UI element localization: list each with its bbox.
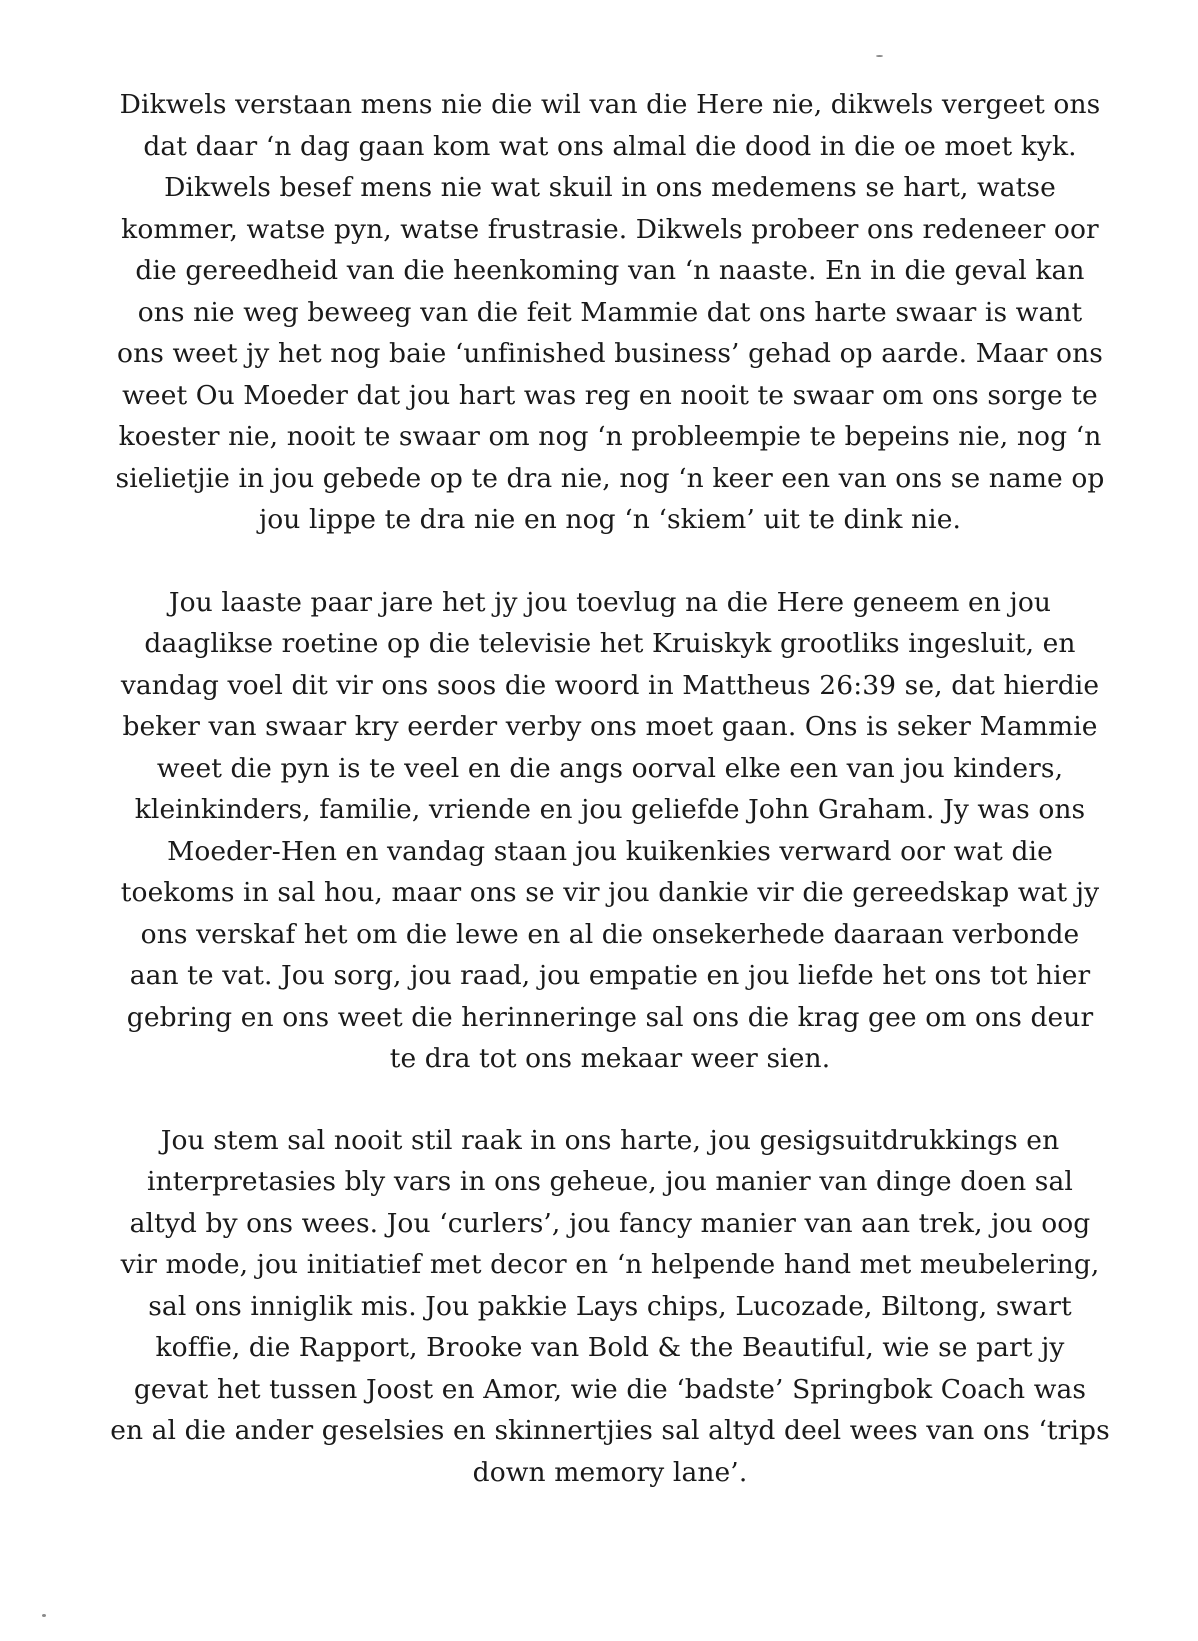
text-line: ons nie weg beweeg van die feit Mammie dat ons harte swaar is want xyxy=(137,296,1083,328)
text-line: en al die ander geselsies en skinnertjies sal altyd deel wees van ons ‘trips xyxy=(110,1415,1110,1446)
text-line: koffie, die Rapport, Brooke van Bold & the Beautiful, wie se part jy xyxy=(155,1332,1065,1363)
text-line: vandag voel dit vir ons soos die woord in Mattheus 26:39 se, dat hierdie xyxy=(120,669,1100,701)
text-line: Moeder-Hen en vandag staan jou kuikenkies verward oor wat die xyxy=(167,835,1053,867)
text-line: altyd by ons wees. Jou ‘curlers’, jou fancy manier van aan trek, jou oog xyxy=(129,1207,1091,1239)
text-line: jou lippe te dra nie en nog ‘n ‘skiem’ uit te dink nie. xyxy=(258,504,962,535)
text-line: gebring en ons weet die herinneringe sal ons die krag gee om ons deur xyxy=(126,1001,1094,1033)
text-line: toekoms in sal hou, maar ons se vir jou dankie vir die gereedskap wat jy xyxy=(120,877,1100,908)
text-line: down memory lane’. xyxy=(472,1456,748,1488)
text-line: Dikwels besef mens nie wat skuil in ons medemens se hart, watse xyxy=(164,172,1056,203)
text-line: Dikwels verstaan mens nie die wil van die Here nie, dikwels vergeet ons xyxy=(119,89,1101,120)
text-line: die gereedheid van die heenkoming van ‘n naaste. En in die geval kan xyxy=(135,255,1085,286)
text-line: dat daar ‘n dag gaan kom wat ons almal die dood in die oe moet kyk. xyxy=(143,130,1077,162)
text-line: beker van swaar kry eerder verby ons moet gaan. Ons is seker Mammie xyxy=(122,711,1098,742)
text-line: weet Ou Moeder dat jou hart was reg en nooit te swaar om ons sorge te xyxy=(122,379,1098,411)
text-line: koester nie, nooit te swaar om nog ‘n probleempie te bepeins nie, nog ‘n xyxy=(118,421,1102,452)
paragraph-2 xyxy=(90,582,1130,1080)
scan-speck xyxy=(42,1614,46,1617)
text-line: aan te vat. Jou sorg, jou raad, jou empatie en jou liefde het ons tot hier xyxy=(129,960,1091,991)
text-line: daaglikse roetine op die televisie het Kruiskyk grootliks ingesluit, en xyxy=(144,628,1076,659)
text-line: ons verskaf het om die lewe en al die onsekerhede daaraan verbonde xyxy=(140,918,1080,950)
text-line: sal ons inniglik mis. Jou pakkie Lays chips, Lucozade, Biltong, swart xyxy=(148,1290,1072,1322)
paragraph-1 xyxy=(90,84,1130,541)
text-line: kleinkinders, familie, vriende en jou geliefde John Graham. Jy was ons xyxy=(134,794,1086,825)
text-line: ons weet jy het nog baie ‘unfinished business’ gehad op aarde. Maar ons xyxy=(117,338,1103,369)
text-line: Jou laaste paar jare het jy jou toevlug na die Here geneem en jou xyxy=(168,586,1052,618)
text-line: gevat het tussen Joost en Amor, wie die ‘badste’ Springbok Coach was xyxy=(133,1373,1087,1405)
text-line: kommer, watse pyn, watse frustrasie. Dikwels probeer ons redeneer oor xyxy=(121,213,1099,245)
text-line: weet die pyn is te veel en die angs oorval elke een van jou kinders, xyxy=(156,752,1064,784)
text-line: Jou stem sal nooit stil raak in ons harte, jou gesigsuitdrukkings en xyxy=(160,1124,1060,1156)
text-line: sielietjie in jou gebede op te dra nie, nog ‘n keer een van ons se name op xyxy=(115,462,1105,494)
text-line: interpretasies bly vars in ons geheue, jou manier van dinge doen sal xyxy=(147,1166,1073,1197)
document-page xyxy=(90,84,1130,1493)
text-line: vir mode, jou initiatief met decor en ‘n helpende hand met meubelering, xyxy=(120,1249,1100,1280)
scan-speck xyxy=(876,55,883,57)
paragraph-3 xyxy=(90,1120,1130,1494)
text-line: te dra tot ons mekaar weer sien. xyxy=(389,1043,831,1074)
